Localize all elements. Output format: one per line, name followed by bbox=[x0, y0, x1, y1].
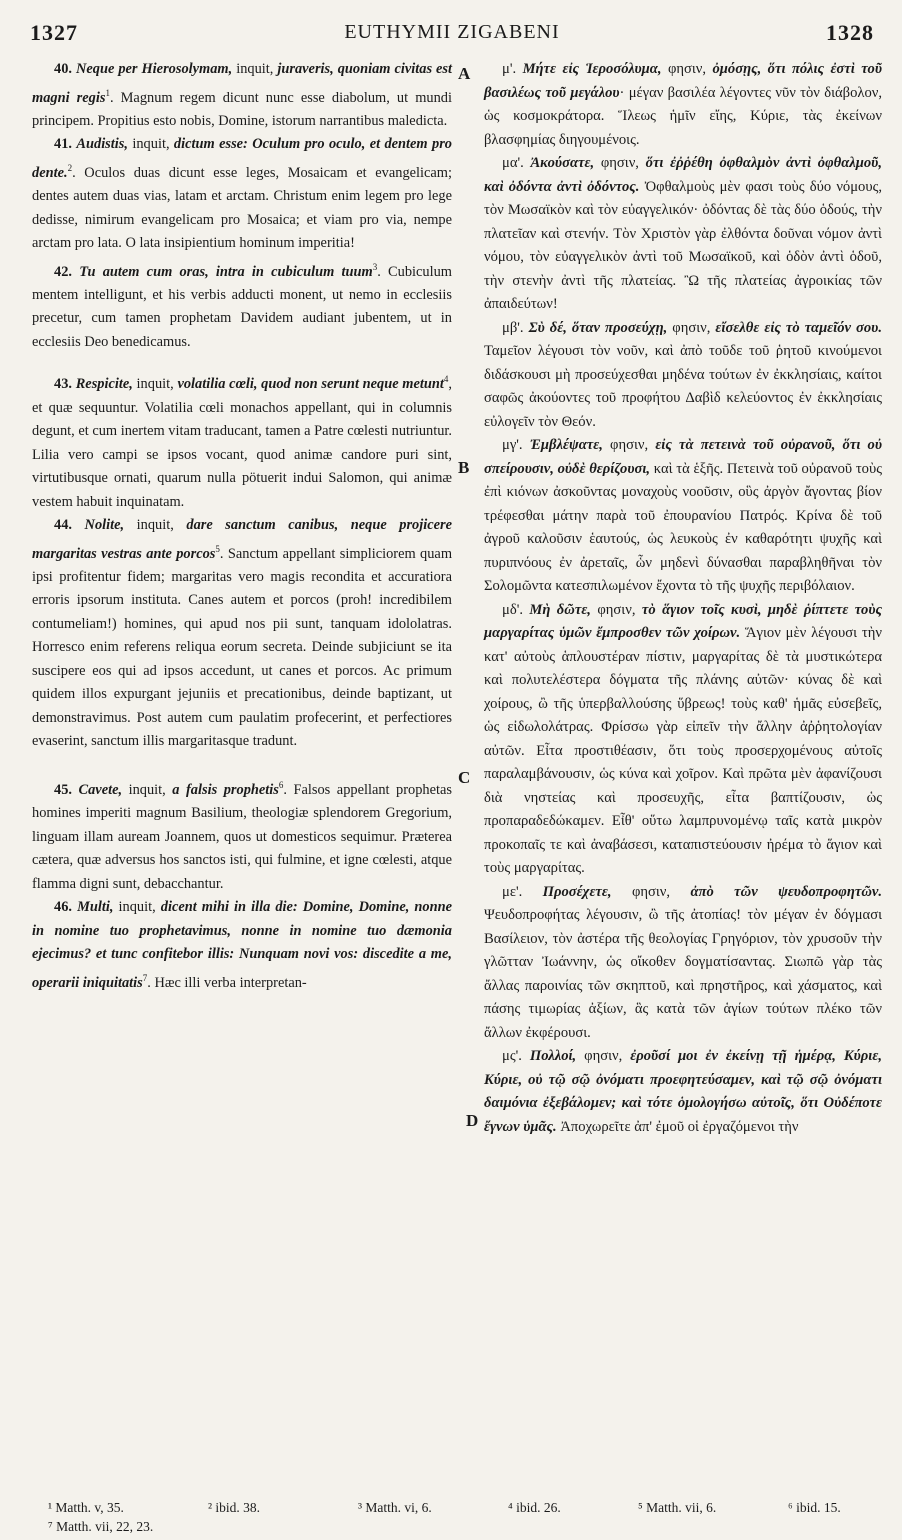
greek-column bbox=[484, 58, 882, 1139]
footnote: ⁴ ibid. 26. bbox=[508, 1500, 561, 1515]
latin-paragraph-46: 46. Multi, inquit, dicent mihi in illa die: Domine, Domine, nonne in nomine tuo prophetavimus, nonne in nomine tuo dæmonia ejecimus? et tunc confitebor illis: Nunquam novi vos: discedite a me, operarii iniquitatis$^7$. Hæc illi verba interpretan- bbox=[32, 899, 452, 991]
page-header bbox=[30, 20, 874, 48]
running-title: EUTHYMII ZIGABENI bbox=[344, 21, 560, 43]
latin-column bbox=[32, 58, 452, 995]
greek-paragraph-41: μα'. Ἀκούσατε, φησιν, ὅτι ἐῤῥέθη ὀφθαλμὸν ἀντὶ ὀφθαλμοῦ, καὶ ὀδόντα ἀντὶ ὀδόντος. Ὀφθαλμοὺς μὲν φασι τοὺς δύο νόμους, τὸν Μωσαϊκὸν καὶ τὸν εὐαγγελικόν· ὀδόντας δὲ τὰς δύο ὁδούς, τὴν πλατεῖαν καὶ στενήν. Τὸν Χριστὸν γὰρ ἐλθόντα δοῦναι νόμον ἀντὶ νόμου, τὸν εὐαγγελικὸν ἀντὶ τοῦ Μωσαϊκοῦ, καὶ ὁδὸν ἀντὶ ὁδοῦ, τὴν στενὴν ἀντὶ τῆς πλατείας. Ὢ τῆς πλατείας ἀγροικίας τῶν ἀπαιδεύτων! bbox=[484, 155, 882, 312]
left-page-number: 1327 bbox=[30, 20, 78, 45]
greek-paragraph-40: μ'. Μήτε εἰς Ἱεροσόλυμα, φησιν, ὀμόσῃς, ὅτι πόλις ἐστὶ τοῦ βασιλέως τοῦ μεγάλου· μέγαν βασιλέα λέγοντες νῦν τὸν διάβολον, ὡς κοσμοκράτορα. Ἵλεως ἡμῖν εἴης, Κύριε, τὰς ἐκείνων βλασφημίας διηγουμένοις. bbox=[484, 61, 882, 148]
greek-paragraph-42: μβ'. Σὺ δέ, ὅταν προσεύχῃ, φησιν, εἴσελθε εἰς τὸ ταμεῖόν σου. Ταμεῖον λέγουσι τὸν νοῦν, καὶ ἀπὸ τοῦδε τοῦ ῥητοῦ κινούμενοι διδάσκουσι μὴ προσεύχεσθαι μηδένα τούτων ἐν ἐκκλησίαις, καίτοι σαφῶς ἀκούοντες τοῦ προφήτου Δαβὶδ κελεύοντος ἐν ἐκκλησίαις εὐλογεῖν τὸν Θεόν. bbox=[484, 319, 882, 430]
footnote: ⁷ Matth. vii, 22, 23. bbox=[48, 1519, 154, 1534]
margin-letter-b: B bbox=[458, 458, 470, 477]
right-page-number: 1328 bbox=[826, 20, 874, 45]
greek-paragraph-43: μγ'. Ἐμβλέψατε, φησιν, εἰς τὰ πετεινὰ τοῦ οὐρανοῦ, ὅτι οὐ σπείρουσιν, οὐδὲ θερίζουσι, καὶ τὰ ἑξῆς. Πετεινὰ τοῦ οὐρανοῦ τοὺς ἐπὶ κιόνων ἀσκοῦντας μοναχοὺς νοοῦσιν, οὓς ἀργὸν ἄγοντας βίον τρέφεσθαι μάτην παρὰ τοῦ ἐπουρανίου Πατρός. Κρίνα δὲ τοῦ ἀγροῦ καλοῦσιν ἑαυτούς, ὡς λευκοὺς ἐν καθαρότητι ψυχῆς καὶ πυριπνόους ἐν ἀρεταῖς, ὧν μηδενὶ δύνασθαι παραβληθῆναι τὸν Σολομῶντα κατεσπιλωμένον ἔχοντα τὸ τῆς ψυχῆς περιβόλαιον. bbox=[484, 437, 882, 594]
greek-paragraph-44: μδ'. Μὴ δῶτε, φησιν, τὸ ἅγιον τοῖς κυσὶ, μηδὲ ῥίπτετε τοὺς μαργαρίτας ὑμῶν ἔμπροσθεν τῶν χοίρων. Ἅγιον μὲν λέγουσι τὴν κατ' αὐτοὺς ἁπλουστέραν πίστιν, μαργαρίτας δὲ τὰ μυστικώτερα καὶ πολυτελέστερα δόγματα τῆς πλάνης αὐτῶν· κύνας δὲ καὶ χοίρους, ὢ τῆς ὑπερβαλλούσης ὕβρεως! τοὺς καθ' ἡμᾶς εὐσεβεῖς, ὡς εἰδωλολάτρας. Φρίσσω γὰρ εἰπεῖν τὴν ἄλλην ἀῤῥητολογίαν αὐτῶν. Εἶτα προστιθέασιν, ὅτι τοὺς προσερχομένους αὐτοῖς παραλαμβάνουσιν, ὡς κύνα καὶ χοῖρον. Καὶ πρῶτα μὲν ἀφανίζουσι διὰ νηστείας καὶ προσευχῆς, εἶτα βαπτίζουσιν, ὡς προπαραδεδώκαμεν. Εἶθ' οὕτω λαμπρυνομένῳ ταῖς κατὰ μικρὸν προκοπαῖς τε καὶ ἀναβάσεσι, καταπιστεύουσιν ἠρέμα τὸ ἅγιον καὶ τοὺς μαργαρίτας. bbox=[484, 601, 882, 876]
greek-paragraph-45: με'. Προσέχετε, φησιν, ἀπὸ τῶν ψευδοπροφητῶν. Ψευδοπροφήτας λέγουσιν, ὢ τῆς ἀτοπίας! τὸν μέγαν ἐν δόγμασι Βασίλειον, τὸν ἀστέρα τῆς θεολογίας Γρηγόριον, τὸν χρυσοῦν τὴν γλῶτταν Ἰωάννην, ὡς οἴκοθεν δογματίσαντας. Σιωπῶ γὰρ τὰς ἄλλας παροινίας τῶν σκηπτοῦ, καὶ πρηστῆρος, καὶ χάσματος, καὶ πάσης τιμωρίας ἀξίων, ἃς κατὰ τῶν ἁγίων τούτων πλέκο τῶν ἄλλων ἐκφέρουσι. bbox=[484, 883, 882, 1041]
latin-paragraph-41: 41. Audistis, inquit, dictum esse: Oculum pro oculo, et dentem pro dente.$^2$. Oculos duas dicunt esse leges, Mosaicam et evangelicam; dentes autem duas vias, latam et arctam. Christum enim legem pro lege dedisse, nimirum evangelicam pro Mosaica; et viam pro via, nempe arctam pro lata. O lata insipientium hominum imperitia! bbox=[32, 136, 452, 252]
margin-letter-d: D bbox=[466, 1111, 479, 1130]
footnote: ⁶ ibid. 15. bbox=[788, 1500, 841, 1515]
footnote: ³ Matth. vi, 6. bbox=[358, 1500, 432, 1515]
greek-paragraph-46: μς'. Πολλοί, φησιν, ἐροῦσί μοι ἐν ἐκείνῃ τῇ ἡμέρᾳ, Κύριε, Κύριε, οὐ τῷ σῷ ὀνόματι προεφητεύσαμεν, καὶ τῷ σῷ ὀνόματι δαιμόνια ἐξεβάλομεν; καὶ τότε ὁμολογήσω αὐτοῖς, ὅτι Οὐδέποτε ἔγνων ὑμᾶς. Ἀποχωρεῖτε ἀπ' ἐμοῦ οἱ ἐργαζόμενοι τὴν bbox=[484, 1048, 882, 1135]
latin-paragraph-42: 42. Tu autem cum oras, intra in cubiculum tuum$^3$. Cubiculum mentem intelligunt, et his verbis adducti monent, ut nemo in ecclesiis precetur, cum tamen prophetam Davidem audiant jubentem, ut in ecclesiis Deo benedicamus. bbox=[32, 261, 452, 350]
footnote: ¹ Matth. v, 35. bbox=[48, 1500, 124, 1515]
margin-letter-c: C bbox=[458, 768, 471, 787]
footnote: ⁵ Matth. vii, 6. bbox=[638, 1500, 717, 1515]
latin-paragraph-40: 40. Neque per Hierosolymam, inquit, juraveris, quoniam civitas est magni regis$^1$. Magnum regem dicunt nunc esse diabolum, ut mundi principem. Propitius esto nobis, Domine, istorum narrantibus maledicta. bbox=[32, 61, 453, 129]
latin-paragraph-43: 43. Respicite, inquit, volatilia cœli, quod non serunt neque metunt$^4$, et quæ sequuntur. Volatilia cœli monachos appellant, qui in columnis degunt, et cum inertem vitam traducant, tamen a Patre cœlesti nutriuntur. Lilia vero campi se ipsos vocant, quod animæ candore puri sint, virtutibusque ornati, quarum nulla pötuerit indui Salomon, qui animæ vestem habuit inquinatam. bbox=[32, 374, 452, 510]
footnote: ² ibid. 38. bbox=[208, 1500, 261, 1515]
margin-letter-a: A bbox=[458, 64, 471, 83]
latin-paragraph-45: 45. Cavete, inquit, a falsis prophetis$^6$. Falsos appellant prophetas homines imperiti magnum Basilium, theologiæ splendorem Gregorium, linguam illam auream Joannem, quos ut domesticos sequimur. Præterea cætera, quæ adversus hos sanctos isti, qui fulmine, et igne cœlesti, atque flamma digni sunt, debacchantur. bbox=[32, 779, 453, 892]
latin-paragraph-44: 44. Nolite, inquit, dare sanctum canibus, neque projicere margaritas vestras ante porcos$^5$. Sanctum appellant simpliciorem quam ipsi profitentur fidem; margaritas vero magis recondita et accuratiora erroris ipsorum instituta. Canes autem et porcos (proh! incredibilem contumeliam!) homines, qui apud nos pii sunt, tanquam idololatras. Horresco enim referens reliqua eorum secreta. Deinde subjiciunt se ita suscipere eos qui ad ipsos accedunt, ut canes et porcos. Ac primum quidem illos expurgant jejuniis et precationibus, deinde baptizant, ut demonstravimus. Post autem cum paulatim profecerint, et perfectiores evaserint, sanctum illis margaritasque tradunt. bbox=[32, 517, 453, 750]
